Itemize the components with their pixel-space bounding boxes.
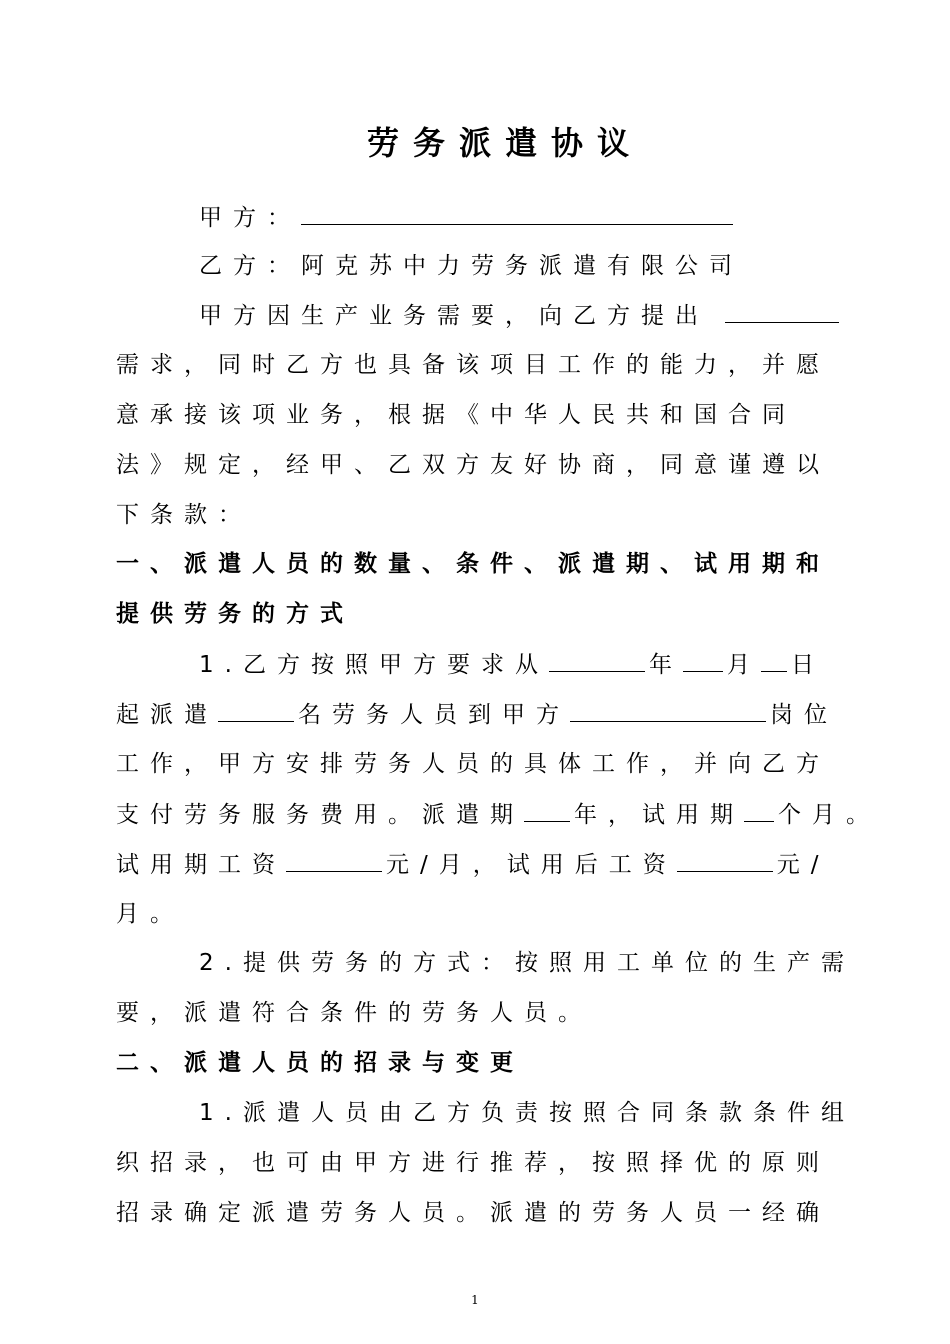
section1-item1-line-3: 工作，甲方安排劳务人员的具体工作，并向乙方 [116, 751, 830, 777]
section2-heading: 二、派遣人员的招录与变更 [116, 1050, 524, 1076]
party-b-line: 乙方：阿克苏中力劳务派遣有限公司 [199, 253, 743, 279]
start-day-blank [761, 649, 787, 672]
document-title: 劳务派遣协议 [366, 124, 643, 162]
dispatch-period-prefix: 支付劳务服务费用。派遣期 [116, 802, 524, 828]
intro-line-1 [199, 300, 843, 330]
probation-wage-blank [286, 849, 382, 872]
page-number: 1 [471, 1293, 479, 1307]
intro-text-1: 甲方因生产业务需要，向乙方提出 [199, 303, 709, 329]
section2-item1-line-1: 1.派遣人员由乙方负责按照合同条款条件组 [199, 1100, 855, 1126]
persons-text: 名劳务人员到甲方 [298, 702, 570, 728]
probation-prefix: 年，试用期 [574, 802, 744, 828]
section1-item2-line-2: 要，派遣符合条件的劳务人员。 [116, 1000, 592, 1026]
party-a-label: 甲方： [199, 205, 301, 231]
item1-prefix: 1.乙方按照甲方要求从 [199, 652, 549, 678]
section1-heading-2: 提供劳务的方式 [116, 601, 354, 627]
section1-item1-line-2 [116, 699, 838, 729]
months-label: 个月。 [778, 802, 880, 828]
post-blank [570, 699, 766, 722]
year-label: 年 [648, 652, 683, 678]
persons-count-blank [218, 699, 294, 722]
probation-months-blank [744, 799, 774, 822]
probation-wage-prefix: 试用期工资 [116, 852, 286, 878]
section1-item2-line-1: 2.提供劳务的方式：按照用工单位的生产需 [199, 950, 855, 976]
post-label: 岗位 [770, 702, 838, 728]
regular-wage-prefix: 元/月，试用后工资 [386, 852, 677, 878]
start-year-blank [549, 649, 645, 672]
intro-line-5: 下条款： [116, 502, 252, 528]
intro-line-3: 意承接该项业务，根据《中华人民共和国合同 [116, 402, 796, 428]
requirement-blank [725, 300, 839, 323]
dispatch-years-blank [524, 799, 570, 822]
section1-item1-line-4 [116, 799, 880, 829]
month-label: 月 [726, 652, 761, 678]
day-label: 日 [790, 652, 825, 678]
regular-wage-blank [677, 849, 773, 872]
section1-item1-line-6: 月。 [116, 901, 184, 927]
wage-unit: 元/ [776, 852, 830, 878]
section2-item1-line-2: 织招录，也可由甲方进行推荐，按照择优的原则 [116, 1150, 830, 1176]
section1-heading-1: 一、派遣人员的数量、条件、派遣期、试用期和 [116, 551, 830, 577]
section1-item1-line-1 [199, 649, 825, 679]
party-a-line [199, 202, 737, 232]
start-month-blank [683, 649, 723, 672]
section2-item1-line-3: 招录确定派遣劳务人员。派遣的劳务人员一经确 [116, 1200, 830, 1226]
dispatch-prefix: 起派遣 [116, 702, 218, 728]
party-a-blank [301, 202, 733, 225]
intro-line-4: 法》规定，经甲、乙双方友好协商，同意谨遵以 [116, 452, 830, 478]
intro-line-2: 需求，同时乙方也具备该项目工作的能力，并愿 [116, 352, 830, 378]
section1-item1-line-5 [116, 849, 830, 879]
